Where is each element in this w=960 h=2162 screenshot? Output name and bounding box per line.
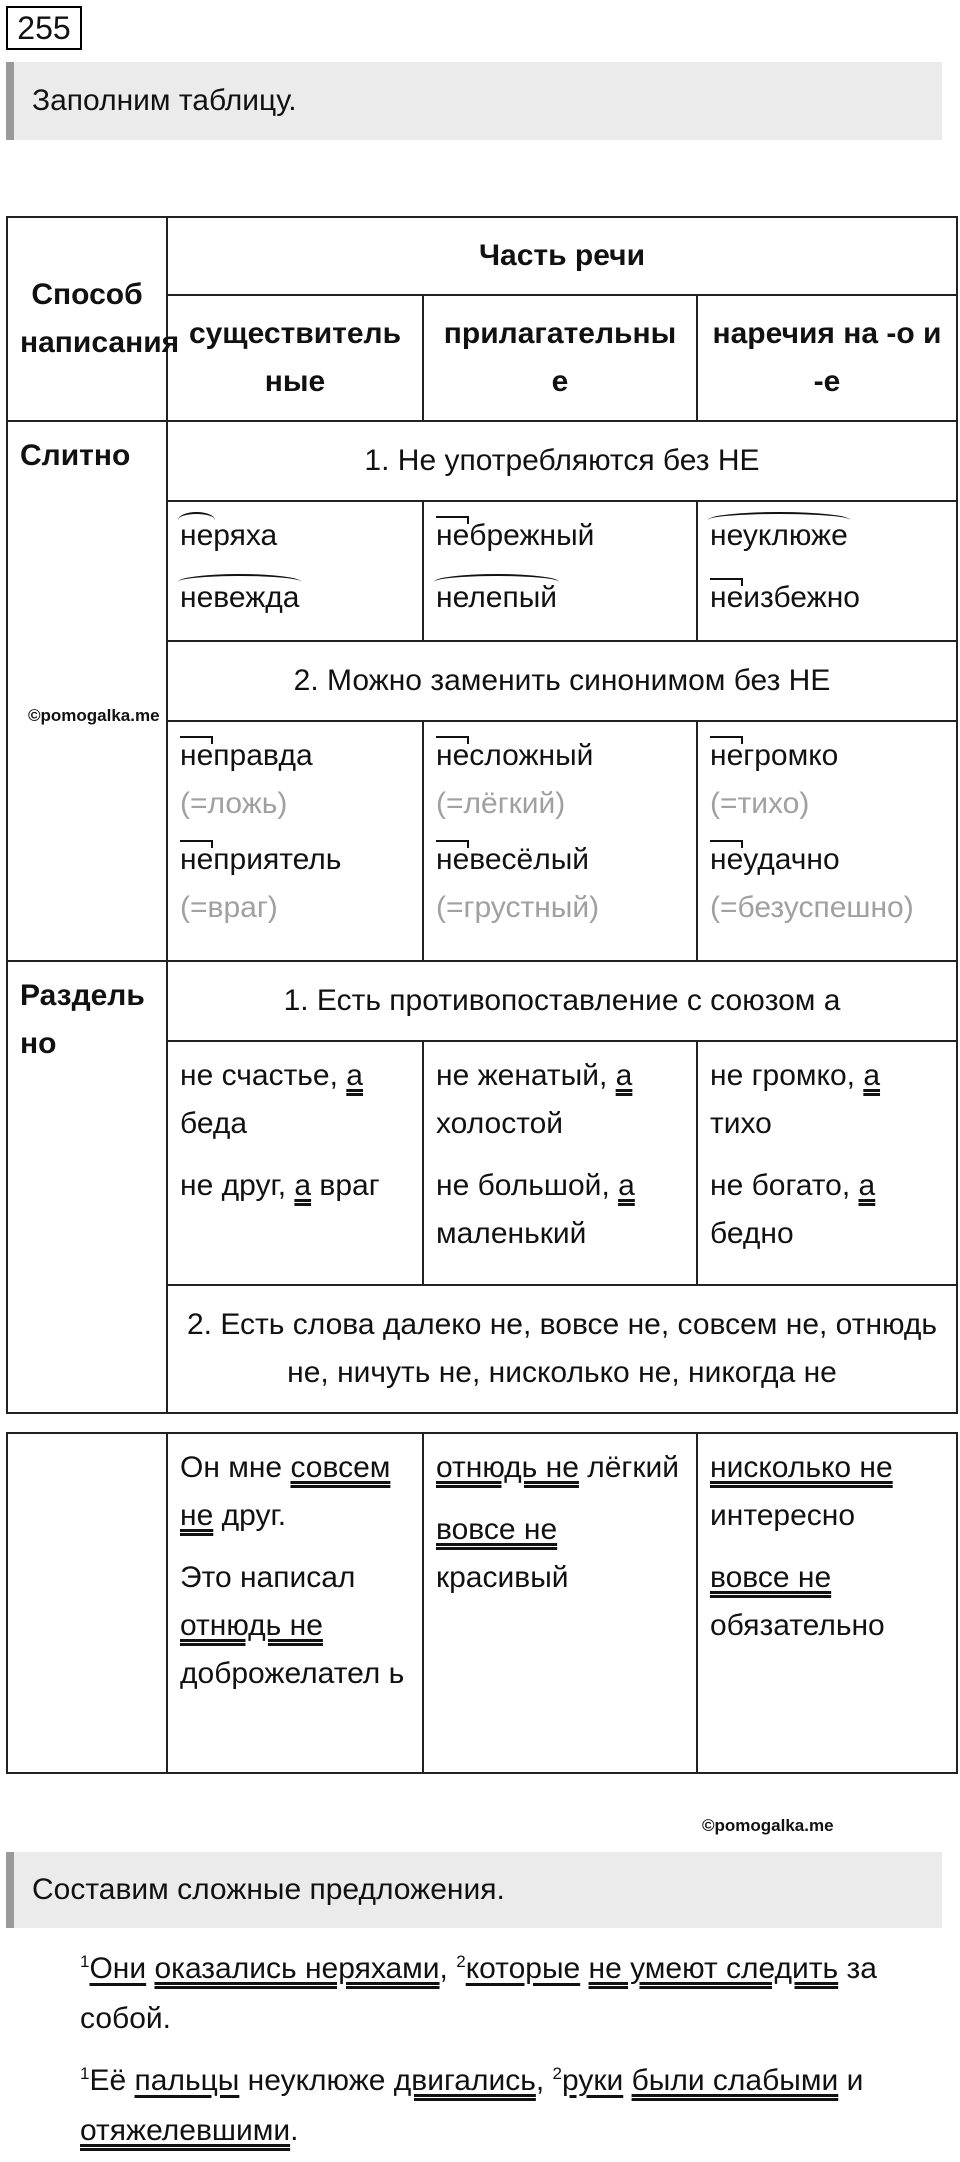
examples-nouns-1: неряха невежда: [167, 501, 423, 641]
sentence-2: $^1$Её пальцы неуклюже двигались, $^2$руки были слабыми и отяжелевшими.: [80, 2064, 864, 2147]
examples-nouns-2: неправда (=ложь) неприятель (=враг): [167, 721, 423, 961]
watermark-2: ©pomogalka.me: [702, 1816, 834, 1835]
examples-adjectives-1: небрежный нелепый: [423, 501, 697, 641]
label-separate: Раздель но: [7, 961, 167, 1413]
spelling-table: [6, 216, 958, 1414]
header-nouns: существитель ные: [167, 295, 423, 421]
task-number: 255: [6, 6, 82, 50]
examples-adverbs-1: неуклюже неизбежно: [697, 501, 957, 641]
examples-adverbs-3: не громко, а тихо не богато, а бедно: [697, 1041, 957, 1285]
instruction-text-2: Составим сложные предложения.: [32, 1873, 505, 1906]
examples-nouns-3: не счастье, а беда не друг, а враг: [167, 1041, 423, 1285]
header-method: Способ написания: [7, 217, 167, 421]
examples-table: [6, 1432, 958, 1774]
sentence-examples-nouns: Он мне совсем не друг. Это написал отнюдь не доброжелател ь: [167, 1433, 423, 1773]
sentence-examples-adjectives: отнюдь не лёгкий вовсе не красивый: [423, 1433, 697, 1773]
header-part-of-speech: Часть речи: [167, 217, 957, 295]
rule-no-without-ne: 1. Не употребляются без НЕ: [167, 421, 957, 501]
header-adjectives: прилагательны е: [423, 295, 697, 421]
rule-intensifier-words: 2. Есть слова далеко не, вовсе не, совсем не, отнюдь не, ничуть не, нисколько не, никогда не: [167, 1285, 957, 1413]
sentence-1: $^1$Они оказались неряхами, $^2$которые не умеют следить за собой.: [80, 1952, 877, 2035]
label-together: Слитно: [7, 421, 167, 961]
sentence-examples-adverbs: нисколько не интересно вовсе не обязательно: [697, 1433, 957, 1773]
rule-contrast-conjunction: 1. Есть противопоставление с союзом а: [167, 961, 957, 1041]
watermark: ©pomogalka.me: [28, 706, 160, 725]
instruction-text: Заполним таблицу.: [32, 84, 297, 117]
examples-adjectives-2: несложный (=лёгкий) невесёлый (=грустный): [423, 721, 697, 961]
examples-adjectives-3: не женатый, а холостой не большой, а маленький: [423, 1041, 697, 1285]
header-adverbs: наречия на -о и -е: [697, 295, 957, 421]
rule-synonym-without-ne: 2. Можно заменить синонимом без НЕ: [167, 641, 957, 721]
empty-cell: [7, 1433, 167, 1773]
instruction-banner: [6, 62, 942, 140]
examples-adverbs-2: негромко (=тихо) неудачно (=безуспешно): [697, 721, 957, 961]
instruction-banner-2: [6, 1852, 942, 1928]
